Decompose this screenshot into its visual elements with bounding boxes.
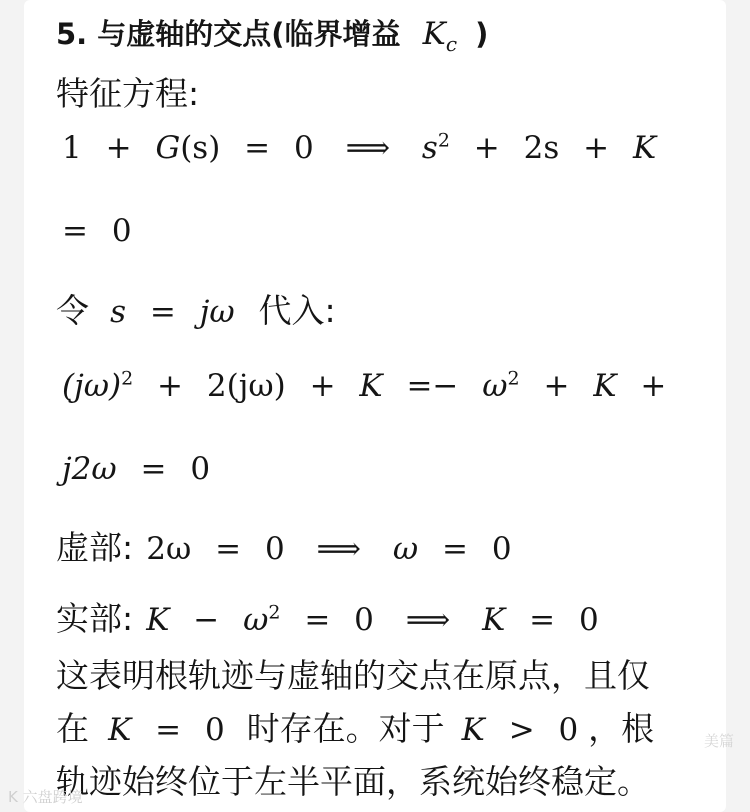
eq1-equals: = (244, 130, 271, 166)
heading-close: ) (475, 17, 489, 51)
eq2-plus-3: + (543, 368, 570, 404)
implies-arrow: ⟹ (316, 531, 361, 567)
let-math (110, 294, 244, 330)
eq2-plus-4: + (640, 368, 667, 404)
eq1-plus-3: + (583, 130, 610, 166)
eq2-plus: + (157, 368, 184, 404)
eq2-K: K (359, 368, 383, 404)
concl-math-2 (462, 712, 588, 748)
imaginary-part-line (56, 522, 512, 569)
real-zero: 0 (354, 602, 374, 638)
eq2-2jw: 2(jω) (206, 368, 286, 404)
heading-text: 5. 与虚轴的交点(临界增益 (56, 17, 401, 51)
real-label: 实部: (56, 599, 134, 638)
real-pow: 2 (268, 601, 281, 624)
real-zero-2: 0 (578, 602, 599, 638)
let-equals: = (149, 294, 176, 330)
concl-math-1 (108, 712, 234, 748)
real-equals: = (304, 602, 331, 638)
imag-equals-2: = (441, 531, 468, 567)
imag-math (146, 531, 511, 567)
heading-sub: c (445, 32, 458, 57)
conclusion-line-2 (56, 703, 654, 750)
real-minus: − (193, 602, 220, 638)
imag-zero-2: 0 (491, 531, 512, 567)
real-K: K (146, 602, 170, 638)
eq1-one: 1 (62, 130, 82, 166)
concl-K-2: K (461, 712, 485, 748)
eq2-plus-2: + (309, 368, 336, 404)
concl-zai: 在 (56, 709, 89, 748)
heading-math (422, 16, 458, 57)
implies-arrow: ⟹ (345, 130, 391, 166)
eq1-K: K (632, 130, 657, 166)
substitute-text: 代入: (258, 291, 336, 330)
let-text: 令 (56, 291, 89, 330)
char-eq-label: 特征方程: (56, 74, 200, 113)
eq1c-equals: = (62, 213, 88, 249)
eq2-jw: (jω) (62, 368, 122, 404)
concl-equals: = (155, 712, 182, 748)
eq1-plus: + (105, 130, 132, 166)
eq1-zero: 0 (294, 130, 314, 166)
let-s: s (110, 294, 127, 330)
eq1-pow: 2 (437, 129, 450, 152)
real-part-line (56, 593, 599, 640)
eq2-pow: 2 (121, 367, 134, 390)
concl-exists-text: 时存在。对于 (246, 709, 445, 748)
concl-gt: > (508, 712, 535, 748)
imag-label: 虚部: (56, 528, 134, 567)
section-heading (56, 12, 489, 57)
concl-K: K (108, 712, 132, 748)
eq2-pow-2: 2 (507, 367, 520, 390)
eq2-K-2: K (593, 368, 617, 404)
concl-zero: 0 (204, 712, 225, 748)
real-math (146, 602, 598, 638)
eq1c-zero: 0 (111, 213, 132, 249)
watermark-right: 美篇 (704, 732, 735, 750)
eq2-equals-neg: =− (406, 368, 459, 404)
equation-2-cont (62, 451, 210, 487)
let-jw: jω (199, 294, 235, 330)
equation-2 (62, 368, 666, 404)
imag-zero: 0 (264, 531, 285, 567)
eq2c-j2w: j2ω (62, 451, 117, 487)
substitution-line (56, 285, 336, 332)
imag-omega: ω (392, 531, 419, 567)
watermark-left: K 六盘跨境 (8, 788, 83, 806)
conclusion-line-3: 轨迹始终位于左半平面，系统始终稳定。 (56, 762, 650, 801)
eq1-G: G (155, 130, 181, 166)
concl-zero-2: 0 (558, 712, 579, 748)
concl-gen-text: ，根 (588, 709, 655, 748)
implies-arrow: ⟹ (405, 602, 451, 638)
conclusion-line-1: 这表明根轨迹与虚轴的交点在原点，且仅 (56, 656, 650, 695)
eq1-s-paren: (s) (180, 130, 221, 166)
imag-2w: 2ω (146, 531, 192, 567)
equation-1 (62, 130, 656, 166)
imag-equals: = (215, 531, 242, 567)
eq1-2s: 2s (523, 130, 560, 166)
real-K-2: K (482, 602, 506, 638)
eq1-s: s (421, 130, 438, 166)
real-equals-2: = (529, 602, 556, 638)
eq2c-zero: 0 (190, 451, 211, 487)
eq2-omega: ω (482, 368, 508, 404)
eq2c-equals: = (140, 451, 167, 487)
heading-var: K (422, 16, 446, 52)
real-omega: ω (243, 602, 269, 638)
eq1-plus-2: + (473, 130, 500, 166)
equation-1-cont (62, 213, 132, 249)
